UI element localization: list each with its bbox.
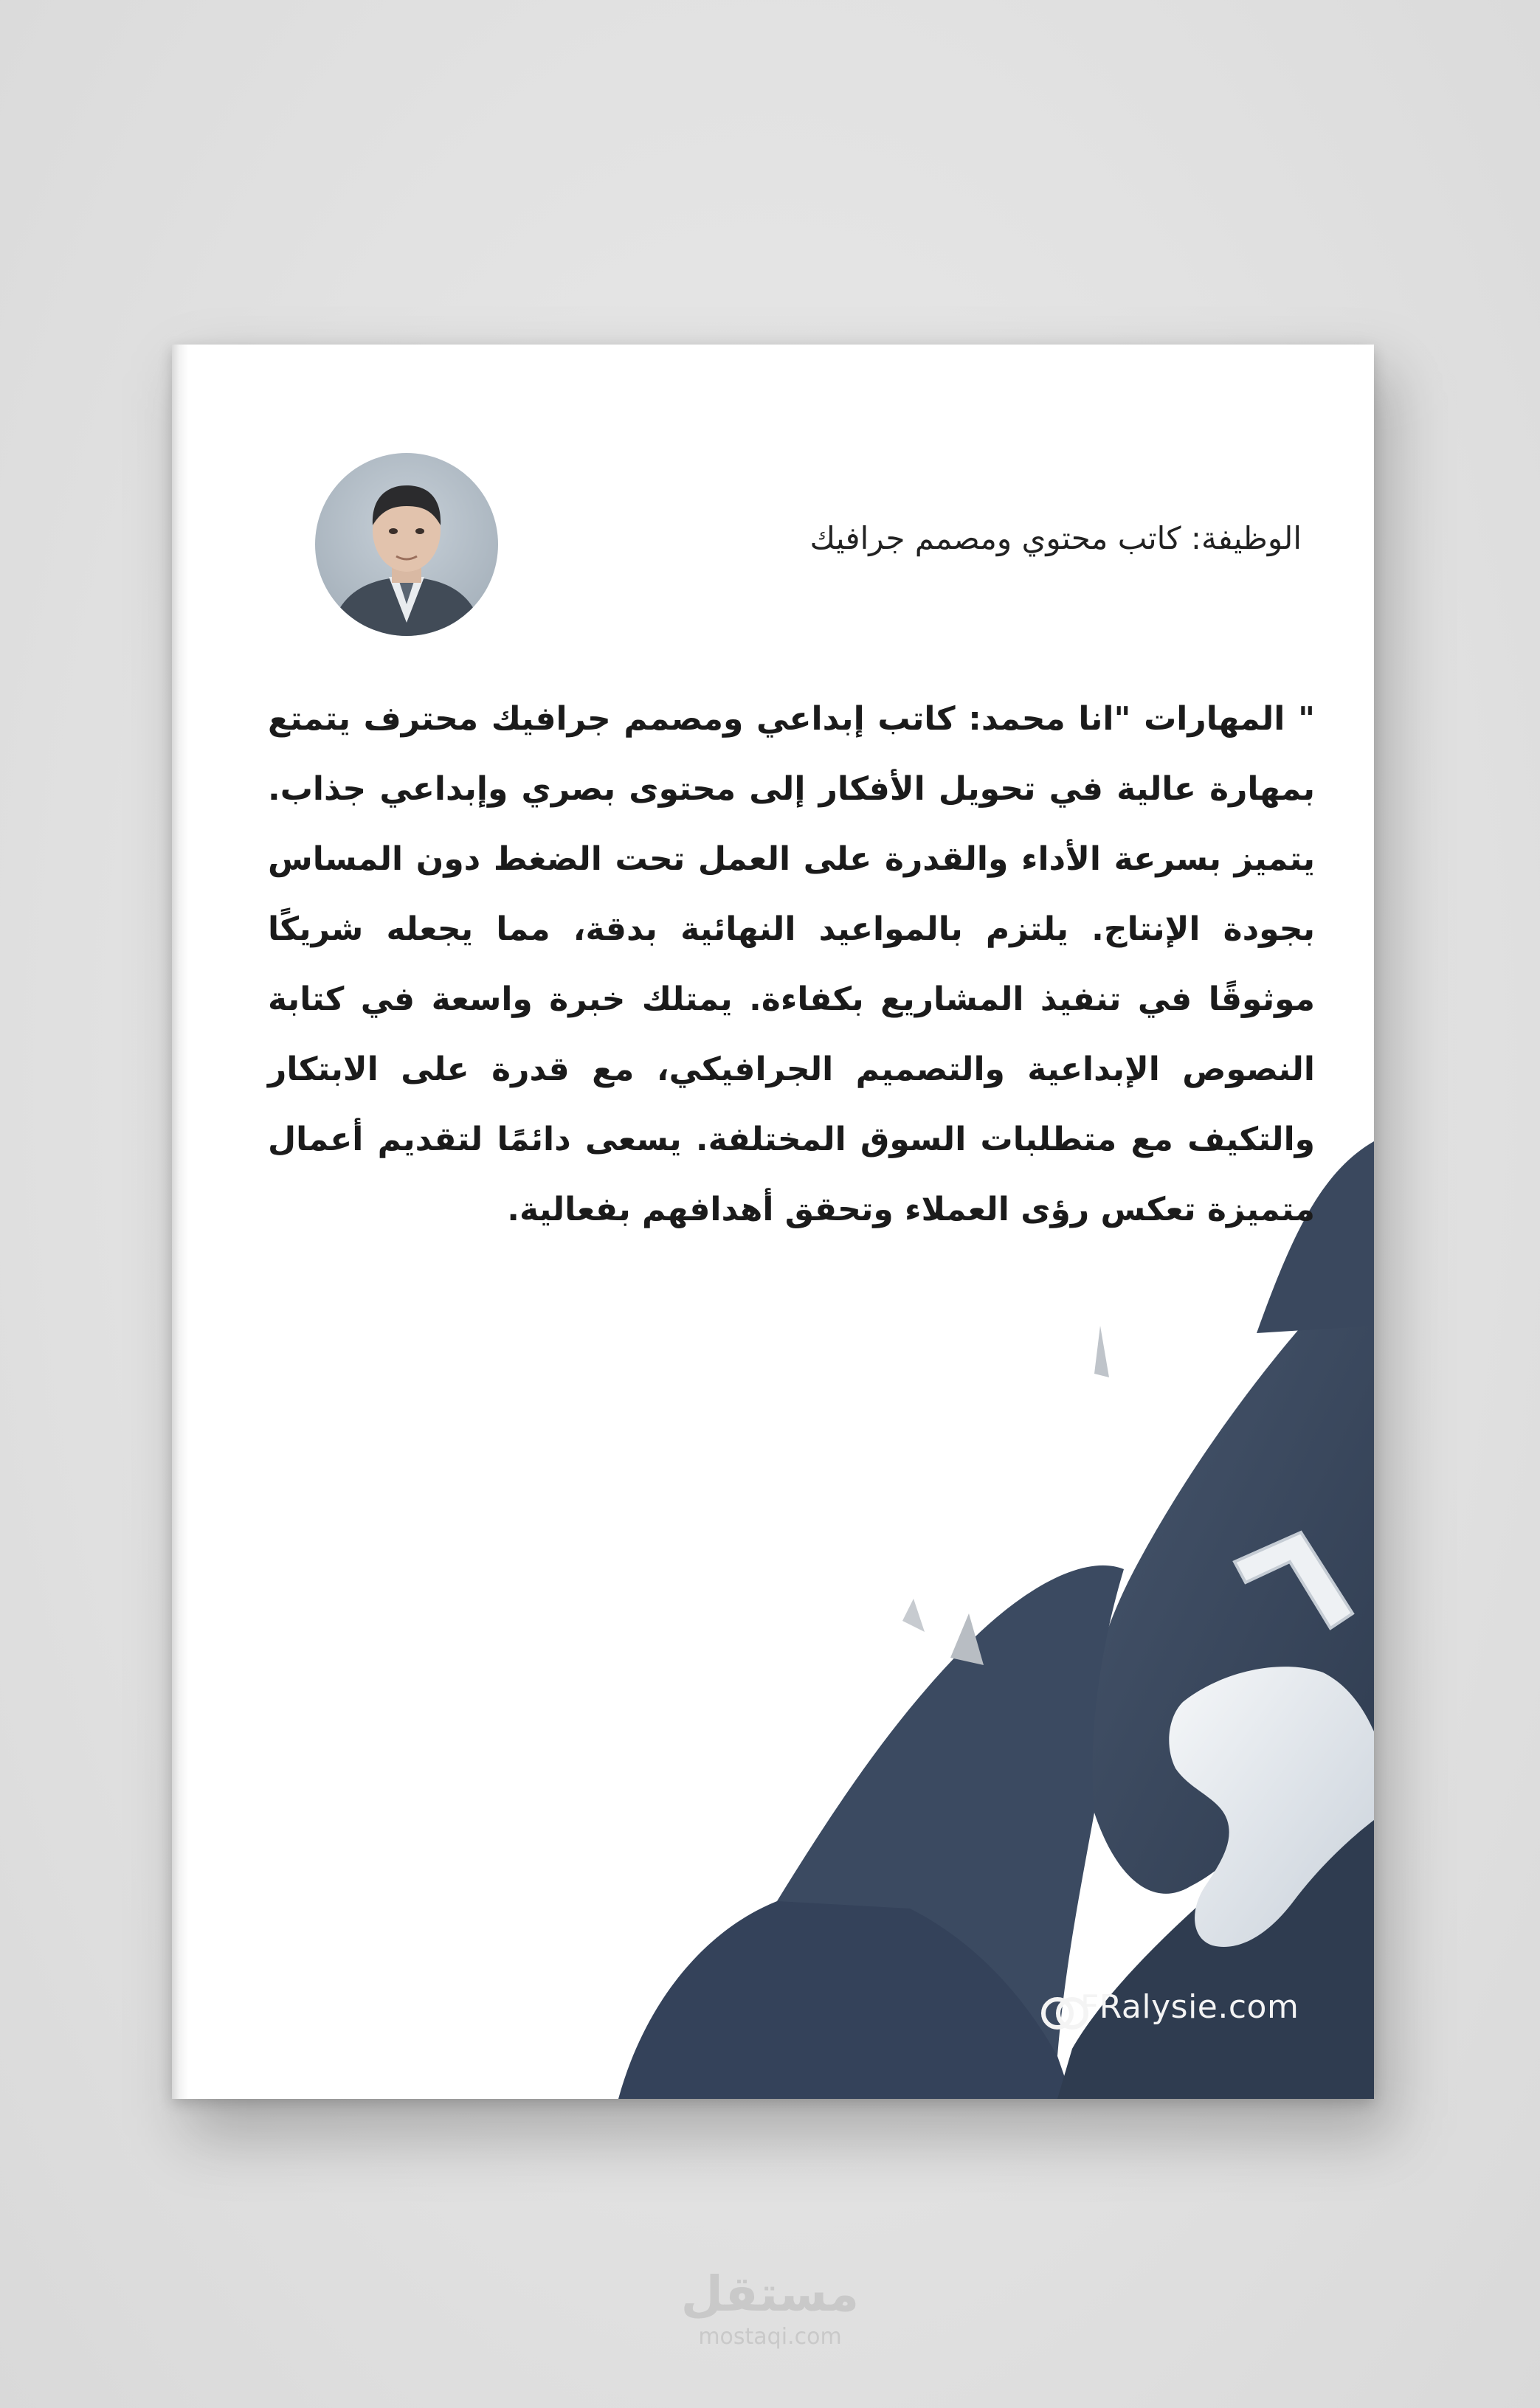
job-title-line: الوظيفة: كاتب محتوي ومصمم جرافيك — [809, 520, 1302, 556]
book-cover — [172, 345, 1374, 2099]
watermark-latin: mostaqi.com — [698, 2324, 842, 2350]
grey-drop-3 — [1094, 1326, 1109, 1377]
cover-logo — [1045, 1988, 1299, 2026]
site-watermark — [0, 2265, 1540, 2350]
bio-paragraph: " المهارات "انا محمد: كاتب إبداعي ومصمم جرافيك محترف يتمتع بمهارة عالية في تحويل الأفكار إلى محتوى بصري وإبداعي جذاب. يتميز بسرعة الأداء والقدرة على العمل تحت الضغط دون المساس بجودة الإنتاج. يلتزم بالمواعيد النهائية بدقة، مما يجعله شريكًا موثوقًا في تنفيذ المشاريع بكفاءة. يمتلك خبرة واسعة في كتابة النصوص الإبداعية والتصميم الجرافيكي، مع قدرة على الابتكار والتكيف مع متطلبات السوق المختلفة. يسعى دائمًا لتقديم أعمال متميزة تعكس رؤى العملاء وتحقق أهدافهم بفعالية. — [268, 700, 1315, 1228]
logo-text: FRalysie.com — [1080, 1988, 1299, 2026]
profile-photo — [315, 453, 498, 636]
watermark-arabic: مستقل — [680, 2266, 860, 2322]
grey-drop-2 — [902, 1599, 925, 1632]
